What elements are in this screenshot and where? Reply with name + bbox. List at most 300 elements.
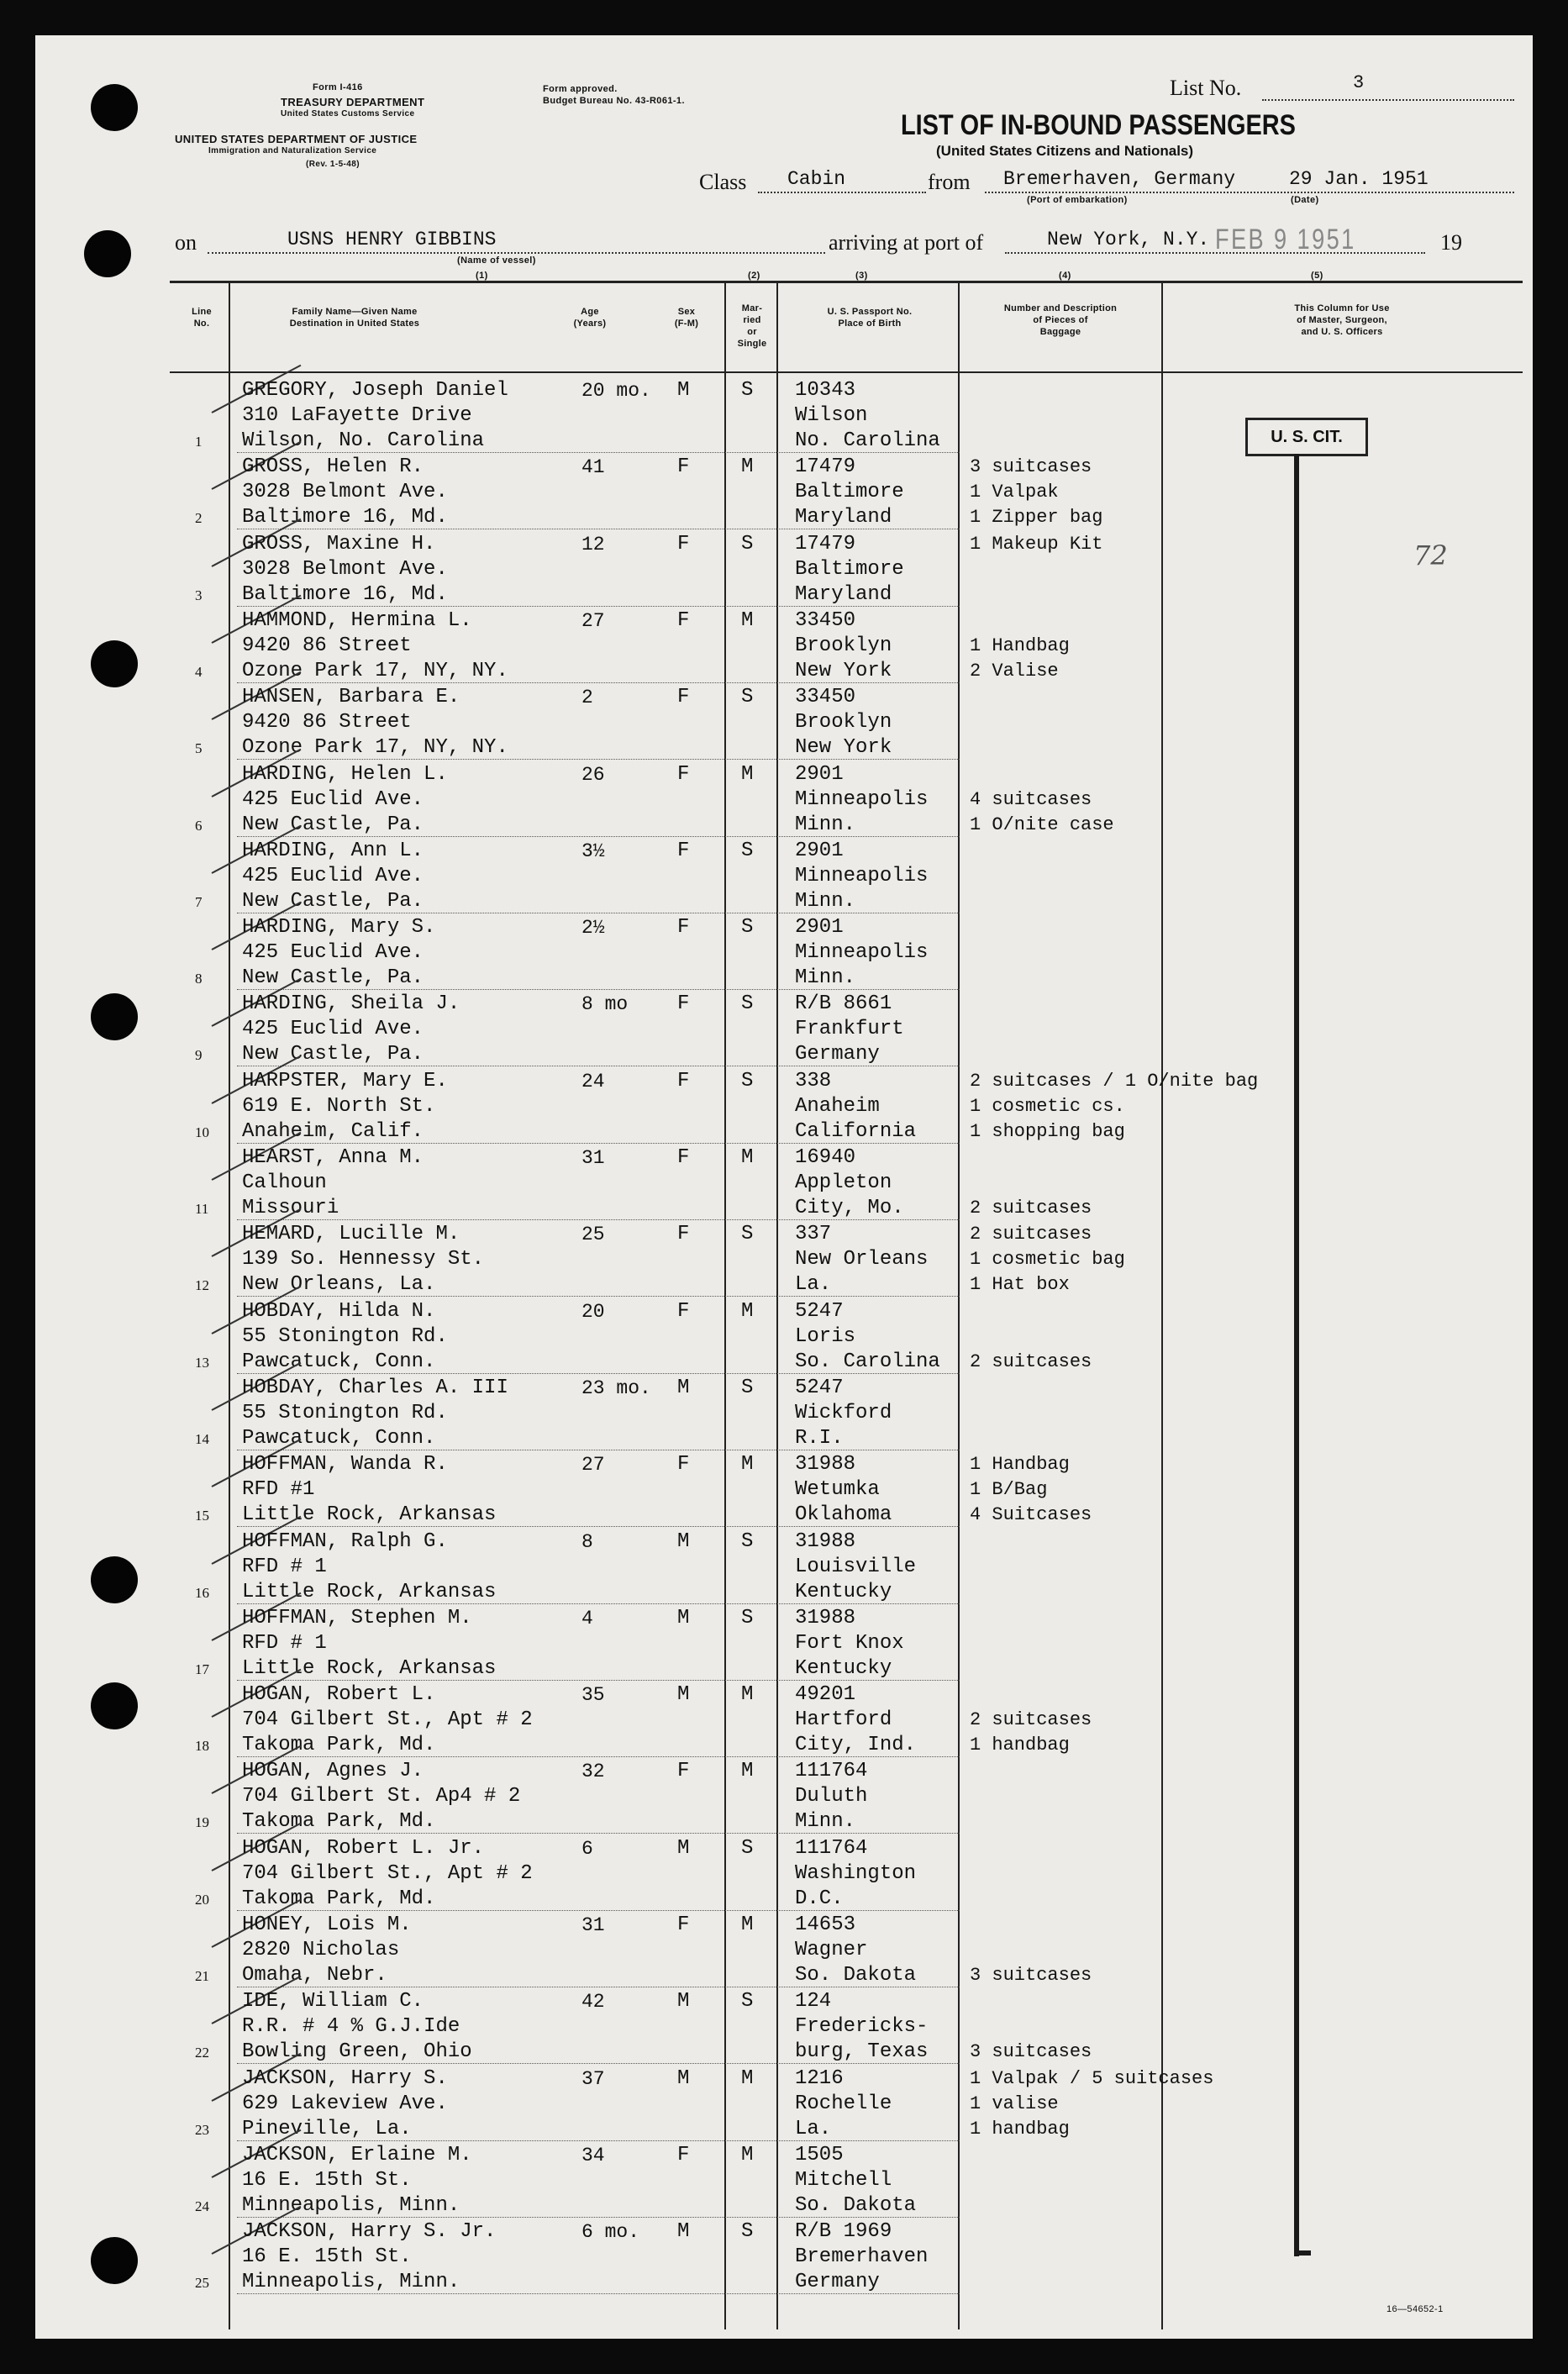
- age: 31: [581, 1914, 605, 1936]
- passport-no: 10343: [795, 379, 856, 402]
- passport-no: 337: [795, 1223, 832, 1246]
- manifest-page: [35, 35, 1533, 2339]
- passenger-name: HARDING, Mary S.: [242, 916, 436, 940]
- marital-status: M: [741, 2143, 754, 2166]
- date-caption: (Date): [1291, 195, 1319, 205]
- address-line-2: New Castle, Pa.: [242, 889, 424, 913]
- address-line-1: 310 LaFayette Drive: [242, 404, 472, 427]
- birth-place-2: R.I.: [795, 1426, 844, 1450]
- sex: F: [677, 532, 690, 555]
- sex: M: [677, 1376, 690, 1399]
- address-line-1: 629 Lakeview Ave.: [242, 2092, 448, 2115]
- passport-no: R/B 1969: [795, 2220, 892, 2244]
- address-line-2: Omaha, Nebr.: [242, 1964, 387, 1987]
- class-value: Cabin: [787, 168, 846, 190]
- address-line-2: Pawcatuck, Conn.: [242, 1426, 436, 1450]
- line-number: 11: [195, 1201, 209, 1217]
- address-line-2: Wilson, No. Carolina: [242, 429, 485, 452]
- passport-no: 1505: [795, 2143, 844, 2166]
- birth-place-2: California: [795, 1119, 917, 1143]
- address-line-1: 9420 86 Street: [242, 711, 412, 734]
- line-number: 6: [195, 817, 203, 834]
- table-row: [35, 685, 1533, 761]
- row-divider: [237, 452, 960, 453]
- baggage-3: 2 Valise: [970, 660, 1059, 682]
- age: 6 mo.: [581, 2221, 640, 2244]
- arrival-port: New York, N.Y.: [1047, 229, 1210, 250]
- passport-no: 2901: [795, 762, 844, 786]
- age: 23 mo.: [581, 1376, 651, 1399]
- table-row: [35, 2143, 1533, 2219]
- marital-status: S: [741, 1223, 754, 1246]
- birth-place-2: Minn.: [795, 1810, 856, 1834]
- row-divider: [237, 2063, 960, 2064]
- row-divider: [237, 1756, 960, 1757]
- table-row: [35, 1299, 1533, 1376]
- birth-place-1: Brooklyn: [795, 634, 892, 657]
- marital-status: S: [741, 1606, 754, 1629]
- age: 2: [581, 687, 593, 709]
- row-divider: [237, 1526, 960, 1527]
- passenger-name: HOGAN, Agnes J.: [242, 1760, 424, 1783]
- birth-place-2: Germany: [795, 2271, 880, 2294]
- age: 27: [581, 609, 605, 632]
- birth-place-1: Mitchell: [795, 2168, 892, 2192]
- embarkation-date: 29 Jan. 1951: [1289, 168, 1429, 190]
- header-bottom-rule: [170, 371, 1523, 373]
- baggage-2: 1 Handbag: [970, 634, 1070, 656]
- baggage-1: 2 suitcases: [970, 1224, 1092, 1245]
- passport-no: 2901: [795, 916, 844, 940]
- row-divider: [237, 2217, 960, 2218]
- passport-no: 5247: [795, 1299, 844, 1323]
- baggage-1: 3 suitcases: [970, 456, 1092, 478]
- baggage-3: 1 shopping bag: [970, 1120, 1125, 1142]
- passport-no: 338: [795, 1069, 832, 1092]
- birth-place-1: Hartford: [795, 1708, 892, 1732]
- revision: (Rev. 1-5-48): [306, 160, 360, 169]
- marital-status: M: [741, 1453, 754, 1477]
- birth-place-1: Minneapolis: [795, 787, 929, 811]
- page-title: LIST OF IN-BOUND PASSENGERS: [901, 109, 1296, 141]
- sex: F: [677, 916, 690, 940]
- address-line-1: RFD #1: [242, 1478, 315, 1502]
- birth-place-1: Minneapolis: [795, 864, 929, 887]
- baggage-3: 1 Zipper bag: [970, 507, 1103, 529]
- row-divider: [237, 759, 960, 760]
- sex: F: [677, 1069, 690, 1092]
- sex: F: [677, 455, 690, 479]
- binder-hole: [84, 230, 131, 277]
- sex: F: [677, 686, 690, 709]
- sex: M: [677, 2220, 690, 2244]
- age: 20: [581, 1300, 605, 1323]
- col-num-4: (4): [1059, 271, 1071, 281]
- address-line-2: Baltimore 16, Md.: [242, 582, 448, 606]
- birth-place-2: New York: [795, 736, 892, 760]
- line-number: 23: [195, 2121, 209, 2138]
- baggage-1: 1 Handbag: [970, 1454, 1070, 1476]
- line-number: 13: [195, 1354, 209, 1371]
- birth-place-2: D.C.: [795, 1887, 844, 1910]
- address-line-1: 425 Euclid Ave.: [242, 1018, 424, 1041]
- table-row: [35, 608, 1533, 685]
- passport-no: 31988: [795, 1529, 856, 1553]
- age: 41: [581, 456, 605, 479]
- age: 24: [581, 1070, 605, 1092]
- sex: F: [677, 1223, 690, 1246]
- age: 26: [581, 763, 605, 786]
- date-stamp: FEB 9 1951: [1215, 224, 1356, 255]
- address-line-2: Little Rock, Arkansas: [242, 1580, 497, 1603]
- binder-hole: [91, 84, 138, 131]
- marital-status: S: [741, 1069, 754, 1092]
- row-divider: [237, 682, 960, 683]
- line-number: 3: [195, 587, 203, 603]
- address-line-1: 16 E. 15th St.: [242, 2245, 412, 2269]
- passenger-name: HAMMOND, Hermina L.: [242, 608, 472, 632]
- table-row: [35, 1989, 1533, 2066]
- form-approved: Form approved.: [543, 84, 618, 94]
- marital-status: S: [741, 2220, 754, 2244]
- row-divider: [237, 1910, 960, 1911]
- sex: M: [677, 1606, 690, 1629]
- row-divider: [237, 1219, 960, 1220]
- passport-no: 2901: [795, 839, 844, 862]
- header-married: Mar- ried or Single: [737, 303, 767, 349]
- header-officers: This Column for Use of Master, Surgeon, and U. S. Officers: [1294, 303, 1390, 337]
- ins-service: Immigration and Naturalization Service: [208, 146, 377, 155]
- table-row: [35, 378, 1533, 455]
- marital-status: M: [741, 2066, 754, 2090]
- customs-service: United States Customs Service: [281, 109, 415, 118]
- birth-place-1: Brooklyn: [795, 711, 892, 734]
- age: 8 mo: [581, 993, 629, 1016]
- baggage-2: 1 cosmetic cs.: [970, 1095, 1125, 1117]
- address-line-2: Little Rock, Arkansas: [242, 1503, 497, 1527]
- treasury-dept: TREASURY DEPARTMENT: [281, 96, 425, 108]
- baggage-2: 1 Valpak: [970, 482, 1059, 503]
- col-num-3: (3): [855, 271, 868, 281]
- class-label: Class: [699, 170, 747, 194]
- table-row: [35, 1682, 1533, 1759]
- sex: F: [677, 992, 690, 1016]
- address-line-1: 704 Gilbert St., Apt # 2: [242, 1708, 533, 1732]
- birth-place-1: Wetumka: [795, 1478, 880, 1502]
- birth-place-1: Baltimore: [795, 557, 904, 581]
- address-line-1: 3028 Belmont Ave.: [242, 481, 448, 504]
- passenger-name: HOBDAY, Hilda N.: [242, 1299, 436, 1323]
- table-row: [35, 1069, 1533, 1145]
- row-divider: [237, 1143, 960, 1144]
- table-row: [35, 1145, 1533, 1222]
- passport-no: 111764: [795, 1836, 868, 1860]
- passenger-name: GROSS, Maxine H.: [242, 532, 436, 555]
- sex: M: [677, 1683, 690, 1707]
- row-divider: [237, 1373, 960, 1374]
- address-line-1: 3028 Belmont Ave.: [242, 557, 448, 581]
- line-number: 24: [195, 2198, 209, 2214]
- row-divider: [237, 2140, 960, 2141]
- birth-place-2: Oklahoma: [795, 1503, 892, 1527]
- birth-place-2: City, Mo.: [795, 1197, 904, 1219]
- passport-no: 31988: [795, 1453, 856, 1477]
- passenger-name: HANSEN, Barbara E.: [242, 686, 460, 709]
- passport-no: 33450: [795, 608, 856, 632]
- address-line-2: Takoma Park, Md.: [242, 1734, 436, 1757]
- table-row: [35, 1376, 1533, 1452]
- birth-place-2: So. Carolina: [795, 1350, 940, 1373]
- col-num-1: (1): [476, 271, 488, 281]
- address-line-1: 139 So. Hennessy St.: [242, 1248, 485, 1271]
- marital-status: S: [741, 839, 754, 862]
- table-row: [35, 2066, 1533, 2143]
- address-line-2: Ozone Park 17, NY, NY.: [242, 659, 508, 682]
- passenger-name: HOBDAY, Charles A. III: [242, 1376, 508, 1399]
- baggage-3: 1 Hat box: [970, 1274, 1070, 1296]
- age: 8: [581, 1530, 593, 1553]
- justice-dept: UNITED STATES DEPARTMENT OF JUSTICE: [175, 133, 418, 145]
- birth-place-1: Bremerhaven: [795, 2245, 929, 2269]
- on-label: on: [175, 230, 197, 255]
- passenger-name: HOFFMAN, Wanda R.: [242, 1453, 448, 1477]
- address-line-1: 16 E. 15th St.: [242, 2168, 412, 2192]
- passenger-name: HOFFMAN, Stephen M.: [242, 1606, 472, 1629]
- baggage-2: 1 valise: [970, 2092, 1059, 2114]
- birth-place-2: Maryland: [795, 506, 892, 529]
- address-line-1: 55 Stonington Rd.: [242, 1324, 448, 1348]
- address-line-2: Bowling Green, Ohio: [242, 2040, 472, 2064]
- birth-place-1: Wilson: [795, 404, 868, 427]
- baggage-2: 4 suitcases: [970, 788, 1092, 810]
- passenger-name: HEARST, Anna M.: [242, 1146, 424, 1169]
- age: 27: [581, 1454, 605, 1477]
- row-divider: [237, 2293, 960, 2294]
- sex: F: [677, 1453, 690, 1477]
- address-line-2: Pawcatuck, Conn.: [242, 1350, 436, 1373]
- table-row: [35, 1836, 1533, 1913]
- marital-status: S: [741, 686, 754, 709]
- passport-no: R/B 8661: [795, 992, 892, 1016]
- sex: F: [677, 1146, 690, 1169]
- age: 37: [581, 2067, 605, 2090]
- birth-place-1: Rochelle: [795, 2092, 892, 2115]
- marital-status: M: [741, 608, 754, 632]
- arriving-label: arriving at port of: [829, 230, 984, 255]
- header-passport: U. S. Passport No. Place of Birth: [827, 307, 913, 329]
- address-line-1: 704 Gilbert St., Apt # 2: [242, 1861, 533, 1885]
- address-line-2: Pineville, La.: [242, 2117, 412, 2140]
- table-row: [35, 455, 1533, 531]
- baggage-3: 2 suitcases: [970, 1198, 1092, 1219]
- address-line-2: New Castle, Pa.: [242, 1043, 424, 1066]
- marital-status: M: [741, 455, 754, 479]
- baggage-1: 1 Valpak / 5 suitcases: [970, 2067, 1214, 2089]
- passenger-name: HOGAN, Robert L. Jr.: [242, 1836, 485, 1860]
- birth-place-2: City, Ind.: [795, 1734, 917, 1757]
- marital-status: M: [741, 1913, 754, 1936]
- address-line-2: Minneapolis, Minn.: [242, 2271, 460, 2294]
- birth-place-1: Fort Knox: [795, 1631, 904, 1655]
- line-number: 21: [195, 1968, 209, 1984]
- marital-status: S: [741, 1376, 754, 1399]
- passport-no: 5247: [795, 1376, 844, 1399]
- marital-status: M: [741, 1299, 754, 1323]
- passport-no: 124: [795, 1990, 832, 2013]
- passenger-name: HONEY, Lois M.: [242, 1913, 412, 1936]
- birth-place-2: New York: [795, 659, 892, 682]
- line-number: 2: [195, 510, 203, 527]
- line-number: 20: [195, 1891, 209, 1908]
- marital-status: M: [741, 1760, 754, 1783]
- sex: M: [677, 1529, 690, 1553]
- baggage-3: 4 Suitcases: [970, 1504, 1092, 1526]
- birth-place-1: Wickford: [795, 1401, 892, 1424]
- row-divider: [237, 1680, 960, 1681]
- passenger-name: HARDING, Helen L.: [242, 762, 448, 786]
- marital-status: S: [741, 992, 754, 1016]
- address-line-2: New Orleans, La.: [242, 1273, 436, 1297]
- address-line-2: New Castle, Pa.: [242, 813, 424, 836]
- port-of-embarkation: Bremerhaven, Germany: [1003, 168, 1236, 190]
- age: 3½: [581, 840, 605, 862]
- line-number: 19: [195, 1814, 209, 1831]
- passport-no: 49201: [795, 1683, 856, 1707]
- row-divider: [237, 1603, 960, 1604]
- birth-place-1: Anaheim: [795, 1094, 880, 1118]
- address-line-1: 619 E. North St.: [242, 1094, 436, 1118]
- marital-status: S: [741, 379, 754, 402]
- passenger-name: HARDING, Sheila J.: [242, 992, 460, 1016]
- baggage-3: 1 handbag: [970, 1734, 1070, 1756]
- birth-place-1: Loris: [795, 1324, 856, 1348]
- table-row: [35, 992, 1533, 1068]
- baggage-3: 1 handbag: [970, 2118, 1070, 2140]
- address-line-2: Minneapolis, Minn.: [242, 2193, 460, 2217]
- birth-place-1: Louisville: [795, 1555, 917, 1578]
- address-line-1: R.R. # 4 % G.J.Ide: [242, 2015, 460, 2039]
- baggage-3: 3 suitcases: [970, 2041, 1092, 2063]
- from-label: from: [928, 170, 971, 194]
- footer-code: 16—54652-1: [1386, 2304, 1444, 2314]
- birth-place-2: So. Dakota: [795, 1964, 917, 1987]
- table-row: [35, 839, 1533, 915]
- birth-place-1: Washington: [795, 1861, 917, 1885]
- sex: F: [677, 762, 690, 786]
- line-number: 22: [195, 2045, 209, 2061]
- birth-place-2: La.: [795, 2117, 832, 2140]
- address-line-1: 425 Euclid Ave.: [242, 941, 424, 965]
- table-row: [35, 915, 1533, 992]
- address-line-1: 55 Stonington Rd.: [242, 1401, 448, 1424]
- header-sex: Sex (F-M): [674, 307, 699, 329]
- baggage-1: 1 Makeup Kit: [970, 533, 1103, 555]
- form-number: Form I-416: [313, 82, 363, 92]
- handwritten-number: 72: [1413, 540, 1448, 571]
- table-row: [35, 1759, 1533, 1835]
- sex: M: [677, 1836, 690, 1860]
- address-line-2: Takoma Park, Md.: [242, 1810, 436, 1834]
- sex: F: [677, 608, 690, 632]
- year-suffix: 19: [1440, 230, 1462, 255]
- baggage-2: 1 B/Bag: [970, 1479, 1048, 1501]
- line-number: 18: [195, 1738, 209, 1755]
- birth-place-2: So. Dakota: [795, 2193, 917, 2217]
- age: 6: [581, 1837, 593, 1860]
- row-divider: [237, 836, 960, 837]
- sex: F: [677, 2143, 690, 2166]
- line-number: 1: [195, 434, 203, 450]
- table-top-rule: [170, 281, 1523, 283]
- table-row: [35, 762, 1533, 839]
- birth-place-1: New Orleans: [795, 1248, 929, 1271]
- address-line-2: Missouri: [242, 1197, 339, 1219]
- line-number: 7: [195, 893, 203, 910]
- age: 34: [581, 2144, 605, 2166]
- passenger-name: IDE, William C.: [242, 1990, 424, 2013]
- passport-no: 1216: [795, 2066, 844, 2090]
- table-row: [35, 1452, 1533, 1529]
- age: 35: [581, 1684, 605, 1707]
- birth-place-1: Frankfurt: [795, 1018, 904, 1041]
- birth-place-2: Minn.: [795, 966, 856, 990]
- age: 32: [581, 1761, 605, 1783]
- marital-status: S: [741, 1529, 754, 1553]
- page-subtitle: (United States Citizens and Nationals): [936, 143, 1194, 159]
- table-row: [35, 532, 1533, 608]
- sex: M: [677, 379, 690, 402]
- address-line-1: 425 Euclid Ave.: [242, 787, 424, 811]
- sex: F: [677, 1913, 690, 1936]
- marital-status: M: [741, 1683, 754, 1707]
- age: 12: [581, 533, 605, 555]
- marital-status: M: [741, 762, 754, 786]
- vessel-line: [208, 252, 825, 254]
- birth-place-1: Appleton: [795, 1171, 892, 1194]
- address-line-1: RFD # 1: [242, 1631, 327, 1655]
- baggage-3: 2 suitcases: [970, 1350, 1092, 1372]
- marital-status: S: [741, 1836, 754, 1860]
- row-divider: [237, 989, 960, 990]
- line-number: 8: [195, 971, 203, 987]
- age: 31: [581, 1147, 605, 1169]
- table-row: [35, 2219, 1533, 2296]
- line-number: 12: [195, 1277, 209, 1294]
- header-name: Family Name—Given Name Destination in United States: [289, 307, 420, 329]
- passenger-name: HARPSTER, Mary E.: [242, 1069, 448, 1092]
- address-line-1: 704 Gilbert St. Ap4 # 2: [242, 1785, 521, 1808]
- marital-status: S: [741, 532, 754, 555]
- marital-status: S: [741, 916, 754, 940]
- table-row: [35, 1606, 1533, 1682]
- passport-no: 31988: [795, 1606, 856, 1629]
- passenger-name: JACKSON, Harry S.: [242, 2066, 448, 2090]
- address-line-2: Anaheim, Calif.: [242, 1119, 424, 1143]
- passport-no: 16940: [795, 1146, 856, 1169]
- address-line-2: Baltimore 16, Md.: [242, 506, 448, 529]
- list-no-line: [1262, 99, 1514, 101]
- sex: M: [677, 2066, 690, 2090]
- birth-place-1: Fredericks-: [795, 2015, 929, 2039]
- vessel-caption: (Name of vessel): [457, 255, 536, 266]
- baggage-2: 2 suitcases: [970, 1709, 1092, 1731]
- table-row: [35, 1529, 1533, 1606]
- col-num-2: (2): [748, 271, 760, 281]
- birth-place-1: Minneapolis: [795, 941, 929, 965]
- marital-status: M: [741, 1146, 754, 1169]
- baggage-3: 3 suitcases: [970, 1965, 1092, 1986]
- birth-place-1: Baltimore: [795, 481, 904, 504]
